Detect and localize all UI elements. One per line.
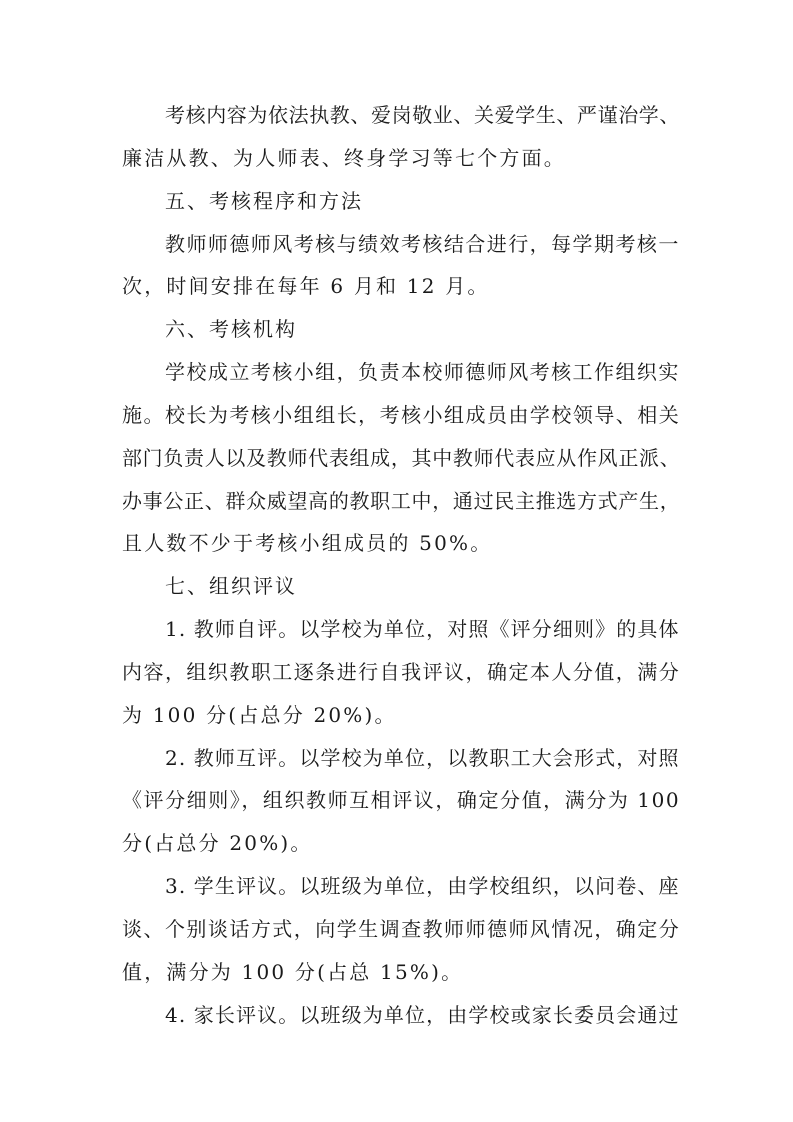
section-heading: 七、组织评议 [165,574,297,598]
text-line: 办事公正、群众威望高的教职工中，通过民主推选方式产生， [122,489,681,513]
text-line: 为 100 分(占总分 20%)。 [122,703,397,727]
section-heading: 五、考核程序和方法 [165,189,363,213]
text-line: 且人数不少于考核小组成员的 50%。 [122,531,493,555]
text-line: 3. 学生评议。以班级为单位，由学校组织，以问卷、座 [165,874,680,898]
text-line: 分(占总分 20%)。 [122,831,313,855]
text-line: 廉洁从教、为人师表、终身学习等七个方面。 [122,146,566,170]
text-line: 次，时间安排在每年 6 月和 12 月。 [122,274,490,298]
text-line: 《评分细则》，组织教师互相评议，确定分值，满分为 100 [122,788,681,812]
text-line: 谈、个别谈话方式，向学生调查教师师德师风情况，确定分 [122,917,681,941]
text-line: 考核内容为依法执教、爱岗敬业、关爱学生、严谨治学、 [165,103,680,127]
text-line: 部门负责人以及教师代表组成，其中教师代表应从作风正派、 [122,446,681,470]
text-line: 教师师德师风考核与绩效考核结合进行，每学期考核一 [165,232,680,256]
text-line: 值，满分为 100 分(占总 15%)。 [122,960,464,984]
text-line: 2. 教师互评。以学校为单位，以教职工大会形式，对照 [165,746,680,770]
section-heading: 六、考核机构 [165,317,297,341]
text-line: 内容，组织教职工逐条进行自我评议，确定本人分值，满分 [122,660,681,684]
text-line: 1. 教师自评。以学校为单位，对照《评分细则》的具体 [165,617,680,641]
text-line: 4. 家长评议。以班级为单位，由学校或家长委员会通过 [165,1003,680,1027]
text-line: 学校成立考核小组，负责本校师德师风考核工作组织实 [165,360,680,384]
text-line: 施。校长为考核小组组长，考核小组成员由学校领导、相关 [122,403,681,427]
